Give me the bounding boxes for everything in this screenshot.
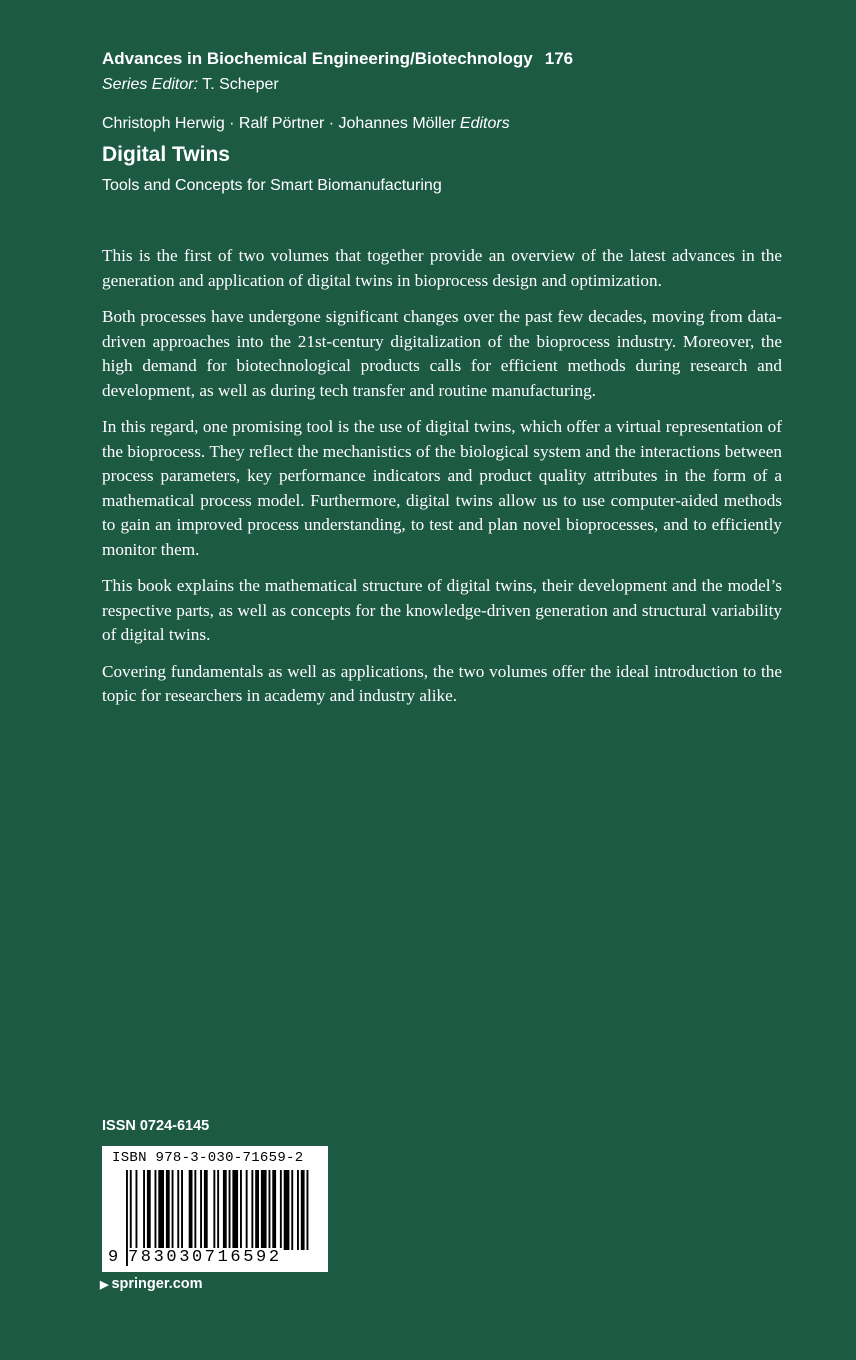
barcode-bar [147, 1170, 151, 1250]
barcode-bar [200, 1170, 202, 1250]
book-subtitle: Tools and Concepts for Smart Biomanufacturing [102, 177, 442, 194]
barcode-bar [223, 1170, 227, 1250]
editors-role: Editors [459, 115, 510, 132]
barcode-bar [204, 1170, 208, 1250]
barcode-bar [307, 1170, 309, 1250]
isbn-text: ISBN 978-3-030-71659-2 [112, 1150, 304, 1166]
barcode-bar [246, 1170, 248, 1250]
barcode-bar [261, 1170, 267, 1250]
barcode-bar [189, 1170, 193, 1250]
barcode-bar [297, 1170, 299, 1250]
blurb-paragraph: Both processes have undergone significant changes over the past few decades, moving from data-driven approaches into the 21st-century digitalization of the bioprocess industry. Moreover, the high demand for biotechnological products calls for efficient methods during research and development, as well as during tech transfer and routine manufacturing. [102, 307, 782, 400]
barcode-bar [255, 1170, 259, 1250]
barcode-bar [217, 1170, 219, 1250]
barcode-bar [166, 1170, 170, 1250]
barcode-bar [155, 1170, 157, 1250]
blurb-paragraph: This is the first of two volumes that together provide an overview of the latest advances in the generation and application of digital twins in bioprocess design and optimization. [102, 246, 782, 290]
publisher-link[interactable] [100, 1276, 203, 1292]
issn: ISSN 0724-6145 [102, 1118, 210, 1134]
barcode-bar [194, 1170, 196, 1250]
barcode-bar [136, 1170, 138, 1250]
barcode-bar [301, 1170, 305, 1250]
barcode-bar [251, 1170, 253, 1250]
barcode-bar [177, 1170, 179, 1250]
blurb-paragraph: In this regard, one promising tool is the use of digital twins, which offer a virtual representation of the bioprocess. They reflect the mechanistics of the biological system and the interactions between process parameters, key performance indicators and product quality attributes in the form of a mathematical process model. Furthermore, digital twins allow us to use computer-aided methods to gain an improved process understanding, to test and plan novel bioprocesses, and to efficiently monitor them. [102, 417, 782, 559]
isbn-barcode [102, 1146, 328, 1272]
barcode-digits: 783030716592 [128, 1248, 282, 1267]
editors-names: Christoph Herwig · Ralf Pörtner · Johannes Möller [102, 115, 456, 132]
barcode-bar [172, 1170, 174, 1250]
publisher-url: springer.com [111, 1276, 203, 1292]
blurb-paragraph: This book explains the mathematical structure of digital twins, their development and the model’s respective parts, as well as concepts for the knowledge-driven generation and structural variability of digital twins. [102, 576, 782, 644]
barcode-bar [272, 1170, 276, 1250]
blurb-paragraph: Covering fundamentals as well as applications, the two volumes offer the ideal introduction to the topic for researchers in academy and industry alike. [102, 661, 782, 705]
blurb [102, 244, 782, 721]
book-editors [102, 112, 510, 136]
barcode-lead-digit: 9 [108, 1248, 119, 1267]
barcode-bar [143, 1170, 145, 1250]
barcode-bar [213, 1170, 215, 1250]
book-title: Digital Twins [102, 143, 230, 166]
series-title: Advances in Biochemical Engineering/Biotechnology [102, 49, 533, 68]
series-editor-name: T. Scheper [202, 76, 279, 93]
barcode-bar [181, 1170, 183, 1250]
barcode-bar [240, 1170, 242, 1250]
barcode-bar [158, 1170, 164, 1250]
barcode-bar [232, 1170, 238, 1250]
barcode-bar [284, 1170, 290, 1250]
series-volume: 176 [544, 49, 574, 68]
series-editor-label: Series Editor: [102, 76, 199, 93]
barcode-bar [269, 1170, 271, 1250]
barcode-bar [280, 1170, 282, 1250]
barcode-bar [291, 1170, 293, 1250]
series-header [102, 46, 573, 98]
triangle-right-icon: ▶ [100, 1279, 109, 1291]
